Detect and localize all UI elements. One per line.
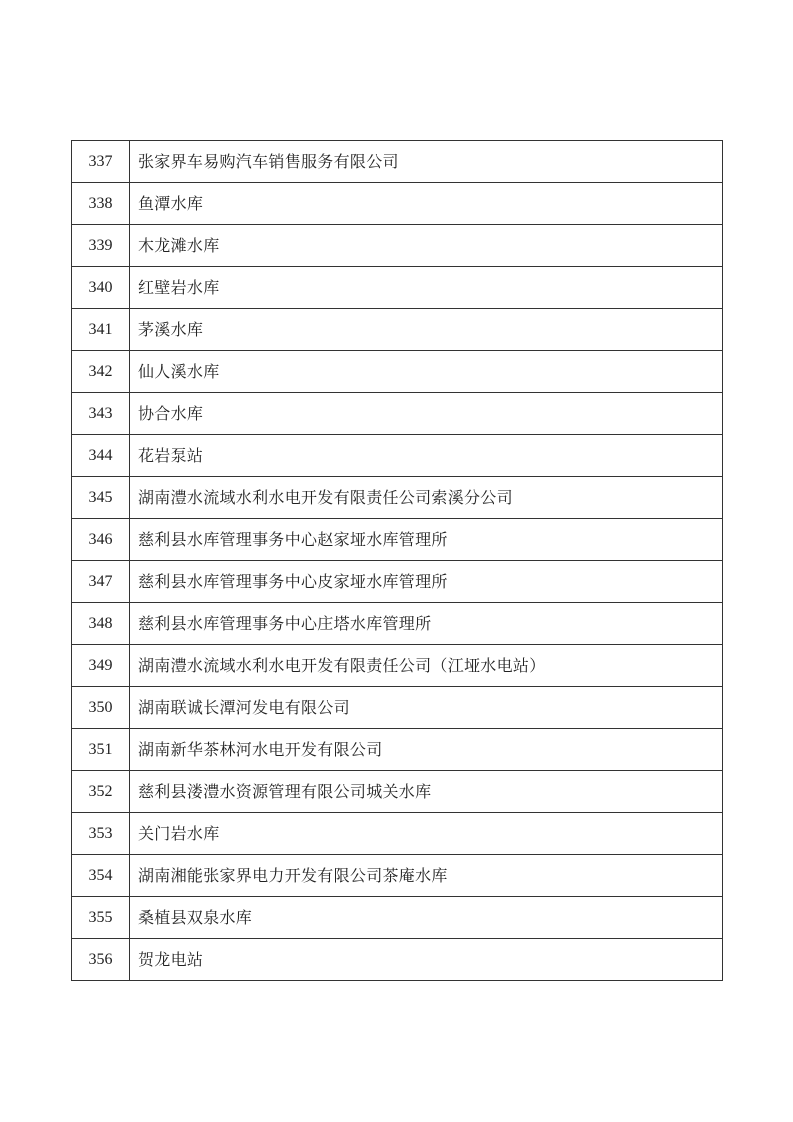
table-row bbox=[72, 183, 723, 225]
row-number: 356 bbox=[72, 939, 130, 981]
table-row bbox=[72, 225, 723, 267]
row-number: 353 bbox=[72, 813, 130, 855]
table-row bbox=[72, 393, 723, 435]
table-row bbox=[72, 435, 723, 477]
row-number: 345 bbox=[72, 477, 130, 519]
unit-name: 贺龙电站 bbox=[130, 939, 723, 981]
unit-name: 鱼潭水库 bbox=[130, 183, 723, 225]
unit-name: 湖南新华茶林河水电开发有限公司 bbox=[130, 729, 723, 771]
row-number: 355 bbox=[72, 897, 130, 939]
row-number: 354 bbox=[72, 855, 130, 897]
unit-name: 木龙滩水库 bbox=[130, 225, 723, 267]
table-row bbox=[72, 477, 723, 519]
table-row bbox=[72, 603, 723, 645]
table-row bbox=[72, 267, 723, 309]
row-number: 348 bbox=[72, 603, 130, 645]
table-row bbox=[72, 813, 723, 855]
row-number: 344 bbox=[72, 435, 130, 477]
unit-name: 仙人溪水库 bbox=[130, 351, 723, 393]
unit-name: 关门岩水库 bbox=[130, 813, 723, 855]
unit-name: 花岩泵站 bbox=[130, 435, 723, 477]
unit-name: 红壁岩水库 bbox=[130, 267, 723, 309]
unit-name: 慈利县溇澧水资源管理有限公司城关水库 bbox=[130, 771, 723, 813]
unit-name: 慈利县水库管理事务中心庄塔水库管理所 bbox=[130, 603, 723, 645]
unit-name: 慈利县水库管理事务中心赵家垭水库管理所 bbox=[130, 519, 723, 561]
table-row bbox=[72, 141, 723, 183]
table-row bbox=[72, 939, 723, 981]
unit-name: 湖南澧水流域水利水电开发有限责任公司（江垭水电站） bbox=[130, 645, 723, 687]
row-number: 352 bbox=[72, 771, 130, 813]
row-number: 341 bbox=[72, 309, 130, 351]
unit-name: 湖南湘能张家界电力开发有限公司茶庵水库 bbox=[130, 855, 723, 897]
row-number: 347 bbox=[72, 561, 130, 603]
unit-name: 张家界车易购汽车销售服务有限公司 bbox=[130, 141, 723, 183]
row-number: 351 bbox=[72, 729, 130, 771]
table-row bbox=[72, 771, 723, 813]
row-number: 338 bbox=[72, 183, 130, 225]
row-number: 349 bbox=[72, 645, 130, 687]
unit-name: 协合水库 bbox=[130, 393, 723, 435]
unit-name: 桑植县双泉水库 bbox=[130, 897, 723, 939]
unit-name: 湖南联诚长潭河发电有限公司 bbox=[130, 687, 723, 729]
table-row bbox=[72, 309, 723, 351]
row-number: 342 bbox=[72, 351, 130, 393]
unit-name: 湖南澧水流域水利水电开发有限责任公司索溪分公司 bbox=[130, 477, 723, 519]
unit-name: 茅溪水库 bbox=[130, 309, 723, 351]
table-row bbox=[72, 645, 723, 687]
row-number: 337 bbox=[72, 141, 130, 183]
table-row bbox=[72, 687, 723, 729]
row-number: 343 bbox=[72, 393, 130, 435]
table-row bbox=[72, 855, 723, 897]
row-number: 346 bbox=[72, 519, 130, 561]
table-row bbox=[72, 729, 723, 771]
table-row bbox=[72, 897, 723, 939]
table-row bbox=[72, 561, 723, 603]
row-number: 350 bbox=[72, 687, 130, 729]
unit-list-table bbox=[71, 140, 723, 981]
table-row bbox=[72, 519, 723, 561]
row-number: 339 bbox=[72, 225, 130, 267]
row-number: 340 bbox=[72, 267, 130, 309]
unit-list-body bbox=[72, 141, 723, 981]
unit-name: 慈利县水库管理事务中心皮家垭水库管理所 bbox=[130, 561, 723, 603]
table-row bbox=[72, 351, 723, 393]
